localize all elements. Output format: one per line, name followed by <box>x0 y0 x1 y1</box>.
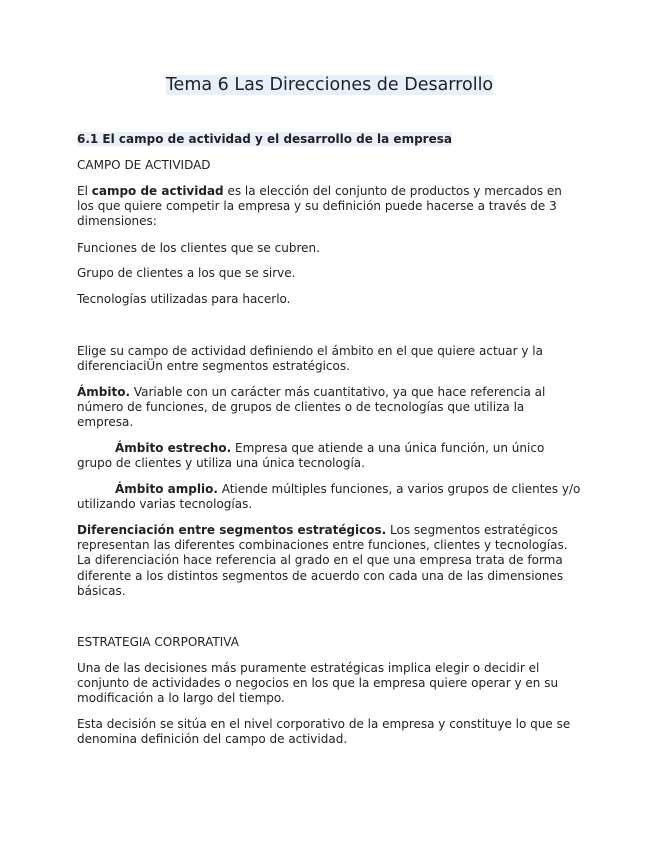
estrategia-paragraph-1: Una de las decisiones más puramente estratégicas implica elegir o decidir el conjunto de actividades o negocios en los que la empresa quiere operar y en su modificación a lo largo del tiempo. <box>77 661 559 706</box>
ambito-estrecho-term: Ámbito estrecho. <box>115 441 232 455</box>
ambito-amplio-term: Ámbito amplio. <box>115 482 218 496</box>
diferenciacion-text: Los segmentos estratégicos representan las diferentes combinaciones entre funciones, clientes y tecnologías. La diferenciación hace referencia al grado en el que una empresa trata de forma diferente a los distintos segmentos de acuerdo con cada una de las dimensiones básicas. <box>77 523 568 598</box>
diferenciacion-term: Diferenciación entre segmentos estratégicos. <box>77 523 387 537</box>
page-title-text: Tema 6 Las Direcciones de Desarrollo <box>165 75 494 95</box>
ambito-amplio-paragraph <box>77 482 582 512</box>
ambito-text: Variable con un carácter más cuantitativo, ya que hace referencia al número de funciones, de grupos de clientes o de tecnologías que utiliza la empresa. <box>77 385 546 430</box>
campo-intro <box>77 184 582 230</box>
estrategia-heading: ESTRATEGIA CORPORATIVA <box>77 635 239 649</box>
section-heading <box>77 132 452 147</box>
dimension-item: Funciones de los clientes que se cubren. <box>77 241 320 255</box>
ambito-amplio-text: Atiende múltiples funciones, a varios grupos de clientes y/o utilizando varias tecnologías. <box>77 482 581 512</box>
campo-intro-pre: El <box>77 184 92 198</box>
ambito-estrecho-paragraph <box>77 441 582 471</box>
elige-paragraph: Elige su campo de actividad definiendo el ámbito en el que quiere actuar y la diferenciaciÜn entre segmentos estratégicos. <box>77 344 543 374</box>
ambito-estrecho-text: Empresa que atiende a una única función, un único grupo de clientes y utiliza una única tecnología. <box>77 441 545 471</box>
campo-intro-post: es la elección del conjunto de productos y mercados en los que quiere competir la empresa y su definición puede hacerse a través de 3 dimensiones: <box>77 184 562 229</box>
campo-heading: CAMPO DE ACTIVIDAD <box>77 158 211 172</box>
ambito-paragraph <box>77 385 582 431</box>
estrategia-paragraph-2: Esta decisión se sitúa en el nivel corporativo de la empresa y constituye lo que se denomina definición del campo de actividad. <box>77 717 571 747</box>
ambito-term: Ámbito. <box>77 385 131 399</box>
dimension-item: Tecnologías utilizadas para hacerlo. <box>77 292 291 306</box>
dimension-item: Grupo de clientes a los que se sirve. <box>77 266 296 280</box>
diferenciacion-paragraph <box>77 523 582 599</box>
page-title <box>77 74 582 96</box>
section-heading-text: 6.1 El campo de actividad y el desarrollo de la empresa <box>77 132 452 146</box>
campo-intro-term: campo de actividad <box>91 184 224 198</box>
